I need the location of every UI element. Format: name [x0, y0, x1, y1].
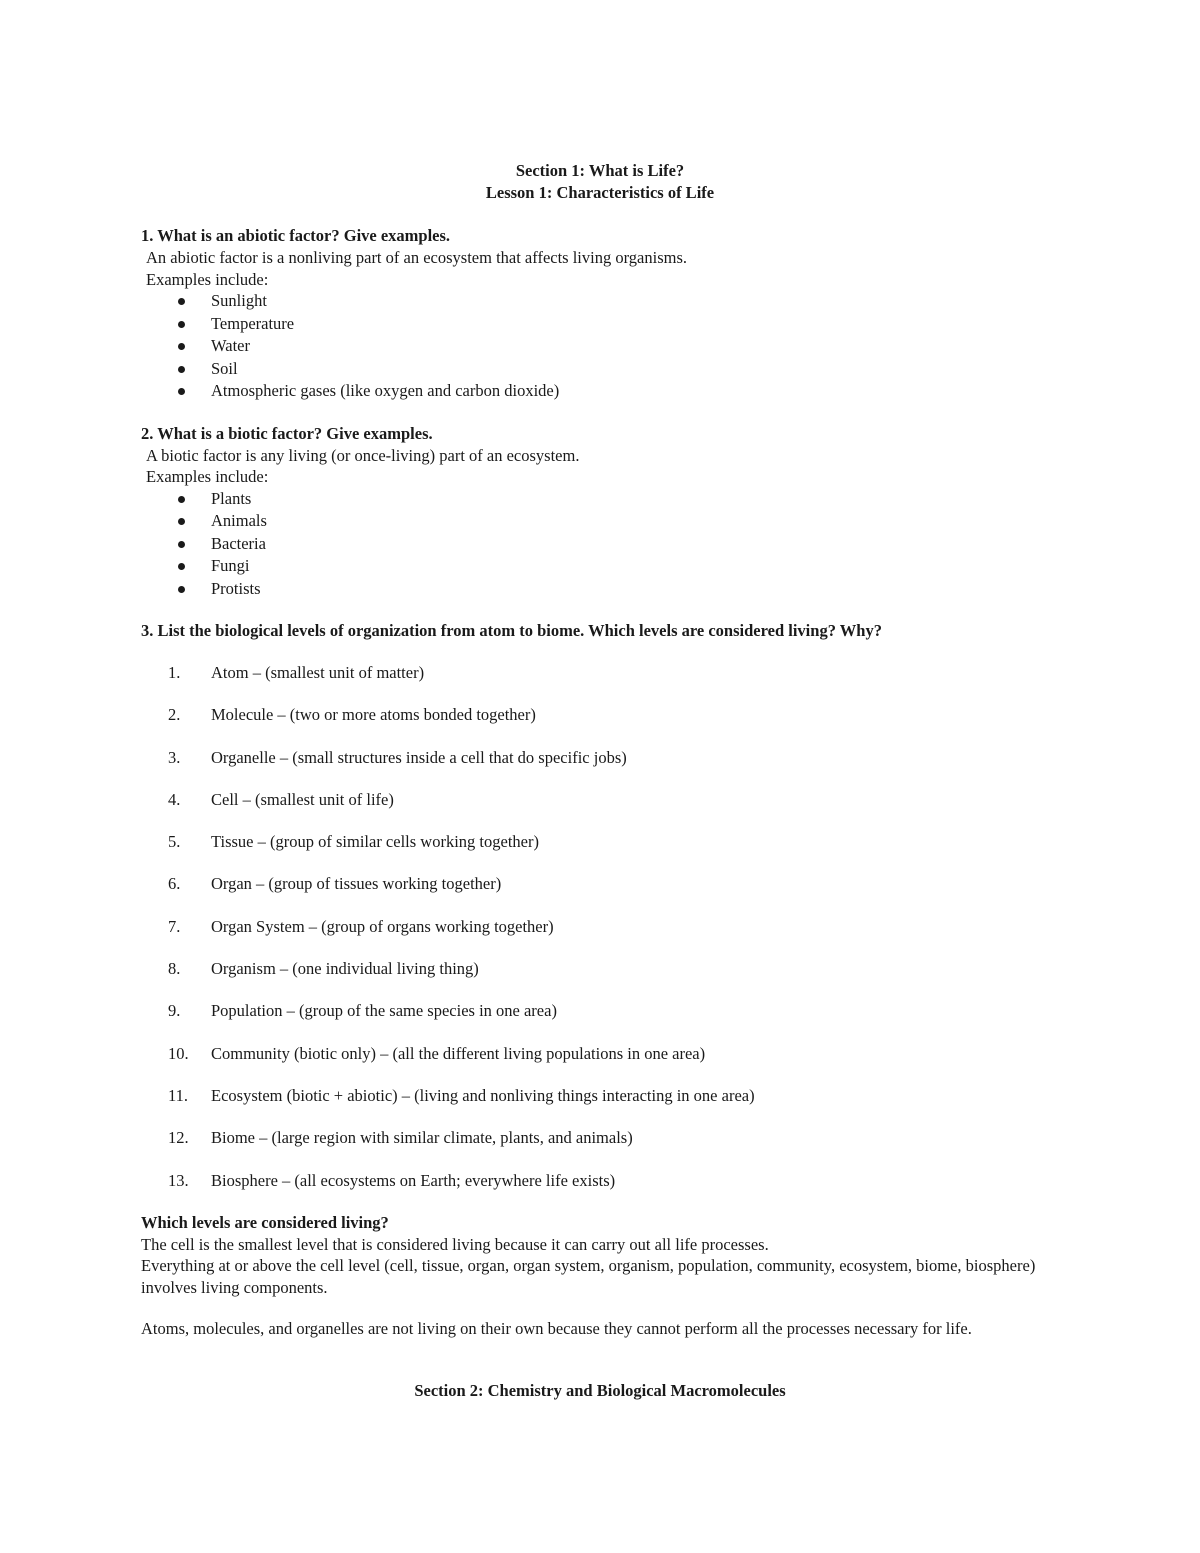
list-item: 2. Molecule – (two or more atoms bonded together) — [168, 705, 536, 725]
living-levels-heading: Which levels are considered living? — [141, 1212, 389, 1232]
list-item: 6. Organ – (group of tissues working together) — [168, 874, 502, 894]
list-item: 4. Cell – (smallest unit of life) — [168, 789, 394, 809]
bullet-icon — [178, 343, 185, 350]
list-item: 11. Ecosystem (biotic + abiotic) – (living and nonliving things interacting in one area) — [168, 1085, 755, 1105]
list-item: Plants — [141, 488, 1061, 511]
list-item: Water — [141, 335, 1061, 358]
question-2-answer: A biotic factor is any living (or once-living) part of an ecosystem. — [146, 445, 580, 465]
bullet-icon — [178, 563, 185, 570]
list-item: 13. Biosphere – (all ecosystems on Earth; everywhere life exists) — [168, 1170, 616, 1190]
list-item: Sunlight — [141, 290, 1061, 313]
title-block — [0, 160, 1200, 204]
bullet-icon — [178, 518, 185, 525]
list-item: 12. Biome – (large region with similar climate, plants, and animals) — [168, 1128, 633, 1148]
list-item: Atmospheric gases (like oxygen and carbon dioxide) — [141, 380, 1061, 403]
list-item: Temperature — [141, 313, 1061, 336]
list-item: 10. Community (biotic only) – (all the different living populations in one area) — [168, 1043, 706, 1063]
question-2-examples-list — [141, 488, 1061, 601]
question-1-answer: An abiotic factor is a nonliving part of an ecosystem that affects living organisms. — [146, 248, 688, 267]
bullet-icon — [178, 586, 185, 593]
section-title: Section 1: What is Life? — [515, 161, 685, 180]
list-item: 1. Atom – (smallest unit of matter) — [168, 663, 425, 682]
question-2-heading: 2. What is a biotic factor? Give examples. — [141, 423, 433, 443]
lesson-title: Lesson 1: Characteristics of Life — [485, 183, 715, 202]
section-2-block — [0, 1380, 1200, 1402]
question-3-heading: 3. List the biological levels of organization from atom to biome. Which levels are considered living? Why? — [141, 621, 882, 640]
list-item: Bacteria — [141, 533, 1061, 556]
list-item: Animals — [141, 510, 1061, 533]
bullet-icon — [178, 366, 185, 373]
list-item: Fungi — [141, 555, 1061, 578]
question-1-block — [141, 225, 1061, 403]
bullet-icon — [178, 388, 185, 395]
question-2-block — [141, 423, 1061, 601]
question-2-examples-label: Examples include: — [146, 467, 269, 486]
bullet-icon — [178, 298, 185, 305]
list-item: 3. Organelle – (small structures inside a cell that do specific jobs) — [168, 747, 627, 767]
question-3-block — [141, 620, 1061, 1192]
question-1-examples-label: Examples include: — [146, 269, 269, 289]
living-levels-line-3: Atoms, molecules, and organelles are not living on their own because they cannot perform all the processes necessary for life. — [141, 1319, 972, 1339]
question-1-heading: 1. What is an abiotic factor? Give examples. — [141, 226, 451, 245]
list-item: 8. Organism – (one individual living thing) — [168, 959, 479, 979]
section-2-title: Section 2: Chemistry and Biological Macromolecules — [414, 1380, 786, 1400]
bullet-icon — [178, 541, 185, 548]
living-levels-line-1: The cell is the smallest level that is considered living because it can carry out all life processes. — [141, 1234, 769, 1254]
question-1-examples-list — [141, 290, 1061, 403]
list-item: Protists — [141, 578, 1061, 601]
list-item: Soil — [141, 358, 1061, 381]
living-levels-block — [141, 1212, 1061, 1340]
levels-list — [141, 662, 1061, 1192]
list-item: 7. Organ System – (group of organs working together) — [168, 916, 554, 936]
document-page — [141, 160, 1061, 1402]
list-item: 5. Tissue – (group of similar cells working together) — [168, 832, 539, 852]
bullet-icon — [178, 321, 185, 328]
list-item: 9. Population – (group of the same species in one area) — [168, 1001, 557, 1021]
living-levels-line-2: Everything at or above the cell level (cell, tissue, organ, organ system, organism, population, community, ecosystem, biome, biosphere) involves living components. — [141, 1256, 1036, 1297]
bullet-icon — [178, 496, 185, 503]
